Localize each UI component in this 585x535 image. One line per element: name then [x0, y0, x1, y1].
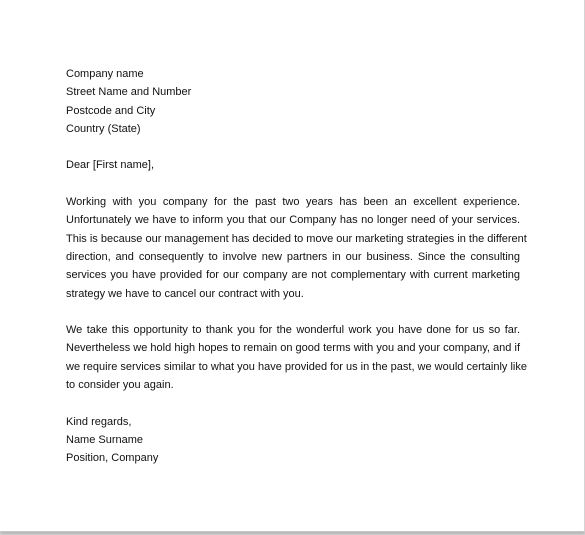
- address-country: Country (State): [66, 122, 141, 135]
- paragraph-1-line: This is because our management has decided to move our marketing strategies in the different: [66, 232, 527, 245]
- address-postcode-city: Postcode and City: [66, 104, 156, 117]
- address-company-name: Company name: [66, 68, 144, 80]
- paragraph-1-line: services you have provided for our company are not complementary with current marketing: [66, 269, 520, 282]
- paragraph-1: [66, 193, 527, 303]
- paragraph-2-line: we require services similar to what you have provided for us in the past, we would certainly like: [66, 360, 527, 373]
- recipient-address: [66, 65, 520, 138]
- address-street: Street Name and Number: [66, 86, 192, 99]
- paragraph-2-line: Nevertheless we hold high hopes to remain on good terms with you and your company, and if: [66, 342, 520, 355]
- signer-name: Name Surname: [66, 433, 144, 446]
- salutation: Dear [First name],: [66, 159, 155, 172]
- signer-position: Position, Company: [66, 452, 159, 465]
- paragraph-1-line: Unfortunately we have to inform you that our Company has no longer need of your services.: [66, 214, 520, 227]
- paragraph-2-line: to consider you again.: [66, 379, 174, 392]
- paragraph-1-line: Working with you company for the past two years has been an excellent experience.: [66, 196, 520, 209]
- paragraph-1-line: direction, and consequently to involve new partners in our business. Since the consulting: [66, 250, 520, 263]
- paragraph-2: [66, 321, 527, 394]
- paragraph-1-line: strategy we have to cancel our contract with you.: [66, 287, 304, 300]
- letter-body: [66, 65, 527, 468]
- paragraph-2-line: We take this opportunity to thank you for the wonderful work you have done for us so far.: [66, 324, 520, 337]
- closing: Kind regards,: [66, 415, 132, 428]
- signature-block: [66, 413, 520, 468]
